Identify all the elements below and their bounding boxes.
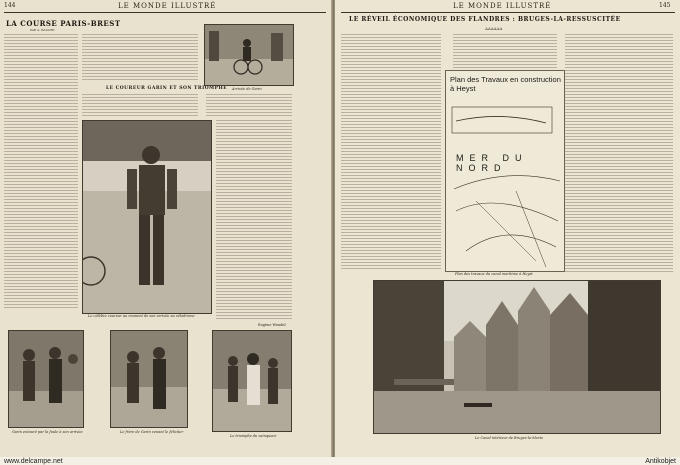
- left-running-head: LE MONDE ILLUSTRÉ: [118, 2, 217, 10]
- photo-bottom-2: [110, 330, 188, 428]
- middle-column-text: [82, 34, 198, 82]
- left-column-text: [4, 34, 78, 310]
- title-ornament: AAAAAA: [485, 26, 503, 31]
- left-page: [0, 0, 332, 458]
- right-column-text: [206, 94, 292, 116]
- photo-bottom-3: [212, 330, 292, 432]
- watermark-right: Antikobjet: [645, 458, 676, 465]
- photo-main-cyclist: [82, 120, 212, 314]
- right-page: [335, 0, 680, 458]
- map-sea-label: MER DU NORD: [456, 153, 528, 173]
- right-left-column-text: [341, 34, 441, 270]
- map-title: Plan des Travaux en construction à Heyst: [450, 75, 561, 93]
- right-column-text-2: [216, 120, 292, 320]
- left-page-number: 144: [4, 2, 16, 9]
- caption-top-photo: Arrivée de Garin: [232, 87, 262, 91]
- section-heading: LE COUREUR GARIN ET SON TRIOMPHE: [106, 86, 228, 91]
- right-article-title: LE RÉVEIL ÉCONOMIQUE DES FLANDRES : BRUGES-LA-RESSUSCITÉE: [349, 16, 621, 23]
- right-right-column-text: [565, 34, 673, 274]
- header-rule: [4, 12, 326, 13]
- photo-bruges-canal: [373, 280, 661, 434]
- caption-bottom-1: Garin entouré par la foule à son arrivée: [12, 430, 83, 434]
- article-title: LA COURSE PARIS-BREST: [6, 19, 121, 28]
- caption-canal-photo: Le Canal intérieur de Bruges-la-Morte: [475, 436, 544, 440]
- map-heyst-works: [445, 70, 565, 272]
- photo-cyclist-arrival: [204, 24, 294, 86]
- map-caption: Plan des travaux du canal maritime à Heyst: [455, 272, 533, 276]
- byline: PAR A. BAUDRY: [30, 28, 55, 32]
- right-running-head: LE MONDE ILLUSTRÉ: [453, 2, 552, 10]
- header-rule-right: [341, 12, 675, 13]
- watermark-left: www.delcampe.net: [4, 458, 63, 465]
- footer-bar: [0, 457, 680, 465]
- right-page-number: 145: [659, 2, 671, 9]
- signature: Eugène Wendel: [258, 323, 286, 327]
- middle-column-text-2: [82, 94, 198, 116]
- right-middle-column-text: [453, 34, 557, 68]
- caption-main-photo: Le célèbre coureur au moment de son arrivée au vélodrome: [88, 314, 195, 318]
- caption-bottom-3: Le triomphe du vainqueur: [230, 434, 277, 438]
- caption-bottom-2: Le frère de Garin venant le féliciter: [120, 430, 184, 434]
- photo-bottom-1: [8, 330, 84, 428]
